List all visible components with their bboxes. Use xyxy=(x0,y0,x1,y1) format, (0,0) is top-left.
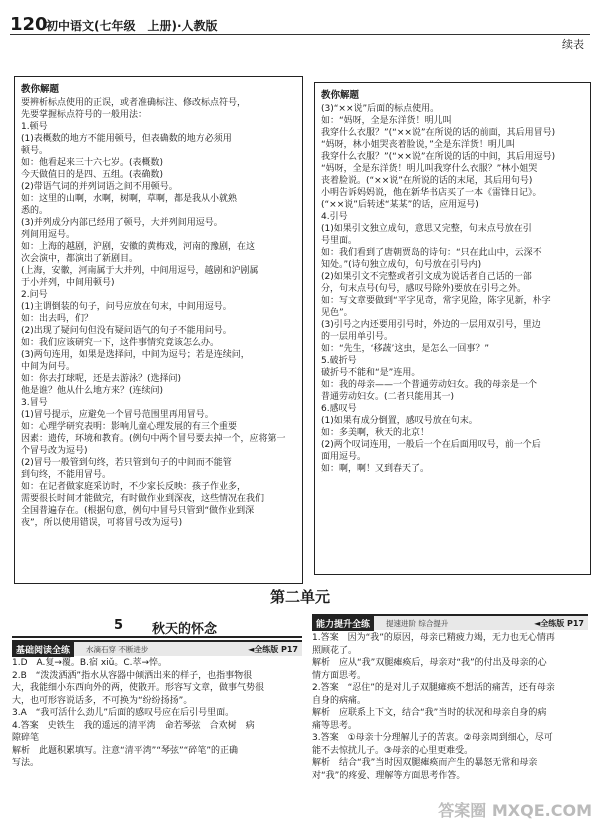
answer-line: 大，也可形容说话多，不可换为“纷纷扬扬”。 xyxy=(12,695,193,706)
answer-line: 写法。 xyxy=(12,758,40,768)
text-line: 如：这里的山啊，水啊，树啊，草啊，都是我从小就熟 xyxy=(21,194,238,204)
answer-line: 情方面思考。 xyxy=(312,670,367,681)
text-line: (2)带语气词的并列词语之间不用顿号。 xyxy=(21,182,178,192)
text-line: (“××说”后转述“某某”的话，应用逗号) xyxy=(321,200,479,210)
answer-line: 痛等思考。 xyxy=(312,720,358,731)
text-line: 丧着脸说。(“××说”在所说的话的末尾，其后用句号) xyxy=(321,176,533,186)
text-line: 顿号。 xyxy=(21,146,49,156)
answer-line: 1.答案 因为“我”的原因，母亲已精疲力竭，无力也无心情再 xyxy=(312,633,555,643)
text-line: 次会演中，都演出了新剧目。 xyxy=(21,254,139,264)
text-line: 如：上海的越剧，沪剧，安徽的黄梅戏，河南的豫剧，在这 xyxy=(21,242,256,252)
answer-line: 3.A “我可活什么劲儿”后面的感叹号应在后引号里面。 xyxy=(12,708,235,718)
text-line: 如：写文章要做到“平字见奇，常字见险，陈字见新，朴字 xyxy=(321,296,551,306)
text-line: 5.破折号 xyxy=(321,356,357,366)
right-explain-box xyxy=(314,82,591,575)
section-tag: 能力提升全练 xyxy=(312,616,374,631)
text-line: 全国普遍存在。(根据句意，例句中冒号只管到“做作业到深 xyxy=(21,506,255,516)
text-line: 到句终，不能用冒号。 xyxy=(21,470,112,480)
basic-answers xyxy=(12,657,302,770)
text-line: 见色”。 xyxy=(321,308,353,318)
text-line: (3)“××说”后面的标点使用。 xyxy=(321,104,440,114)
left-box-lines xyxy=(21,97,296,529)
answer-line: 解析 结合“我”当时因双腿瘫痪而产生的暴怒无常和母亲 xyxy=(312,758,538,768)
answer-line: 能不去惊扰儿子。③母亲的心里更难受。 xyxy=(312,745,474,756)
answer-line: 解析 应从“我”双腿瘫痪后，母亲对“我”的付出及母亲的心 xyxy=(312,658,547,668)
text-line: 普通劳动妇女。(二者只能用其一) xyxy=(321,392,455,402)
answer-line: 解析 此题积累填写。注意“清平湾”“琴弦”“碎笔”的正确 xyxy=(12,745,238,756)
text-line: 如：我的母亲——一个普通劳动妇女。我的母亲是一个 xyxy=(321,380,538,390)
text-line: 列间用逗号。 xyxy=(21,230,76,240)
text-line: 于小并列，中间用顿号) xyxy=(21,278,115,288)
text-line: 4.引号 xyxy=(321,212,348,222)
answer-line: 2.答案 “忍住”的是对儿子双腿瘫痪不想活的痛苦，还有母亲 xyxy=(312,683,555,693)
text-line: (1)冒号提示，应避免一个冒号范围里再用冒号。 xyxy=(21,410,214,420)
text-line: 先要掌握标点符号的一般用法： xyxy=(21,110,148,120)
text-line: (2)如果引文不完整或者引文成为说话者自己话的一部 xyxy=(321,272,532,282)
text-line: 的一层用单引号。 xyxy=(321,332,394,342)
text-line: 我穿什么衣服？”(“××说”在所说的话的中间，其后用逗号) xyxy=(321,152,556,162)
text-line: (上海，安徽，河南属于大并列，中间用逗号，越剧和沪剧属 xyxy=(21,266,259,276)
text-line: (1)主谓倒装的句子，问号应放在句末，中间用逗号。 xyxy=(21,302,232,312)
watermark: 答案圈 MXQE.COM xyxy=(438,801,592,820)
text-line: “妈呀，林小姐哭丧着脸说，”全是东洋货！明儿叫 xyxy=(321,140,515,150)
text-line: 面用逗号。 xyxy=(321,452,367,462)
basic-practice-bar xyxy=(12,640,302,656)
answer-line: 1.D A.复→覆。B.宿 xiǔ。C.萃→悴。 xyxy=(12,658,168,668)
answer-line: 自身的病痛。 xyxy=(312,695,367,706)
section-tag: 基础阅读全练 xyxy=(12,642,74,657)
text-line: 小明告诉妈妈说，他在新华书店买了一本《雷锋日记》。 xyxy=(321,188,542,198)
text-line: 1.顿号 xyxy=(21,122,48,132)
lesson-number: 5 xyxy=(114,618,124,633)
text-line: (1)如果引文独立成句，意思又完整，句末点号放在引 xyxy=(321,224,532,234)
text-line: 如：我们看到了唐朝贾岛的诗句：“只在此山中，云深不 xyxy=(321,248,542,258)
answer-line: 对“我”的疼爱、理解等方面思考作答。 xyxy=(312,770,466,781)
text-line: “妈呀，全是东洋货！明儿叫我穿什么衣服？”林小姐哭 xyxy=(321,164,538,174)
text-line: (1)表概数的地方不能用顿号，但表确数的地方必须用 xyxy=(21,134,232,144)
text-line: (2)冒号一般管到句终，若只管到句子的中间而不能管 xyxy=(21,458,232,468)
answer-line: 2.B “泼泼洒洒”指水从容器中倾洒出来的样子，也指事物很 xyxy=(12,670,253,681)
text-line: 破折号不能和“是”连用。 xyxy=(321,368,421,378)
text-line: 如：多美啊，秋天的北京！ xyxy=(321,428,430,438)
answer-line: 隙碎笔 xyxy=(12,733,40,743)
text-line: (2)两个叹词连用，一般后一个在后面用叹号，前一个后 xyxy=(321,440,541,450)
text-line: 如：“先生，‘移蔬’这虫，是怎么一回事？” xyxy=(321,344,490,354)
book-title: 初中语文(七年级 上册)·人教版 xyxy=(46,19,218,33)
unit-title: 第二单元 xyxy=(269,588,330,606)
text-line: 如：在记者做家庭采访时，不少家长反映：孩子作业多， xyxy=(21,482,247,492)
text-line: 因素：遗传，环境和教育。(例句中两个冒号要去掉一个，应将第一 xyxy=(21,434,286,444)
section-reference: ◄全练版 P17 xyxy=(248,645,298,654)
section-subtitle: 提速进阶 综合提升 xyxy=(386,619,449,628)
text-line: (2)出现了疑问句但没有疑问语气的句子不能用问号。 xyxy=(21,326,232,336)
answer-line: 4.答案 史铁生 我的遥远的清平湾 命若琴弦 合欢树 病 xyxy=(12,720,255,731)
answer-line: 大，我能细小东西向外的两，使散开。形容写文章，做事气势很 xyxy=(12,683,265,693)
lesson-name: 秋天的怀念 xyxy=(152,622,218,637)
text-line: 我穿什么衣服？”(“××说”在所说的话的前面，其后用冒号) xyxy=(321,128,556,138)
text-line: 要辨析标点使用的正误，或者准确标注、修改标点符号， xyxy=(21,98,247,108)
text-line: 如：心理学研究表明：影响儿童心理发展的有三个重要 xyxy=(21,422,238,432)
continued-label: 续表 xyxy=(562,38,584,51)
text-line: 中间为问号。 xyxy=(21,362,76,372)
left-explain-box xyxy=(14,76,303,584)
text-line: (3)并列成分内部已经用了顿号，大并列间用逗号。 xyxy=(21,218,223,228)
text-line: 悉的。 xyxy=(21,206,49,216)
text-line: 号里面。 xyxy=(321,236,358,246)
ability-answers xyxy=(312,632,588,782)
right-box-lines xyxy=(321,103,584,475)
answer-line: 3.答案 ①母亲十分理解儿子的苦衷。②母亲周到细心，尽可 xyxy=(312,733,553,743)
text-line: (3)引号之内还要用引号时，外边的一层用双引号，里边 xyxy=(321,320,541,330)
text-line: 需要很长时间才能做完，有时做作业到深夜，这些情况在我们 xyxy=(21,494,265,504)
right-box-heading: 教你解题 xyxy=(321,90,360,101)
text-line: 他是谁？他从什么地方来？(连续问) xyxy=(21,386,164,396)
text-line: 知处。”(诗句独立成句，句号放在引号内) xyxy=(321,260,482,270)
page-header xyxy=(10,14,590,35)
text-line: 个冒号改为逗号) xyxy=(21,446,88,456)
section-subtitle: 水滴石穿 不断进步 xyxy=(86,645,149,654)
answer-line: 解析 应联系上下文，结合“我”当时的状况和母亲自身的病 xyxy=(312,708,547,718)
text-line: (3)两句连用，如果是选择问，中间为逗号；若是连续问， xyxy=(21,350,250,360)
text-line: 如：他看起来三十六七岁。(表概数) xyxy=(21,158,164,168)
text-line: 分，句末点号(句号，感叹号除外)要放在引号之外。 xyxy=(321,284,527,294)
text-line: 夜”，所以使用错误，可将冒号改为逗号) xyxy=(21,518,183,528)
text-line: 如：出去吗，们？ xyxy=(21,314,94,324)
text-line: 2.问号 xyxy=(21,290,48,300)
text-line: 6.感叹号 xyxy=(321,404,357,414)
answer-line: 照顾花了。 xyxy=(312,645,358,656)
text-line: 今天做值日的是四、五组。(表确数) xyxy=(21,170,164,180)
page-number: 120 xyxy=(10,14,48,35)
text-line: 如：“妈呀，全是东洋货！明儿叫 xyxy=(321,116,452,126)
text-line: 3.冒号 xyxy=(21,398,48,408)
left-box-heading: 教你解题 xyxy=(21,84,60,95)
ability-practice-bar xyxy=(312,614,588,630)
text-line: 如：啊，啊！又到春天了。 xyxy=(321,464,430,474)
text-line: 如：我们应该研究一下，这件事情究竟该怎么办。 xyxy=(21,338,220,348)
lesson-divider xyxy=(12,636,302,638)
text-line: 如：你去打球呢，还是去游泳？(选择问) xyxy=(21,374,182,384)
text-line: (1)如果有成分倒置，感叹号放在句末。 xyxy=(321,416,478,426)
section-reference: ◄全练版 P17 xyxy=(534,619,584,628)
